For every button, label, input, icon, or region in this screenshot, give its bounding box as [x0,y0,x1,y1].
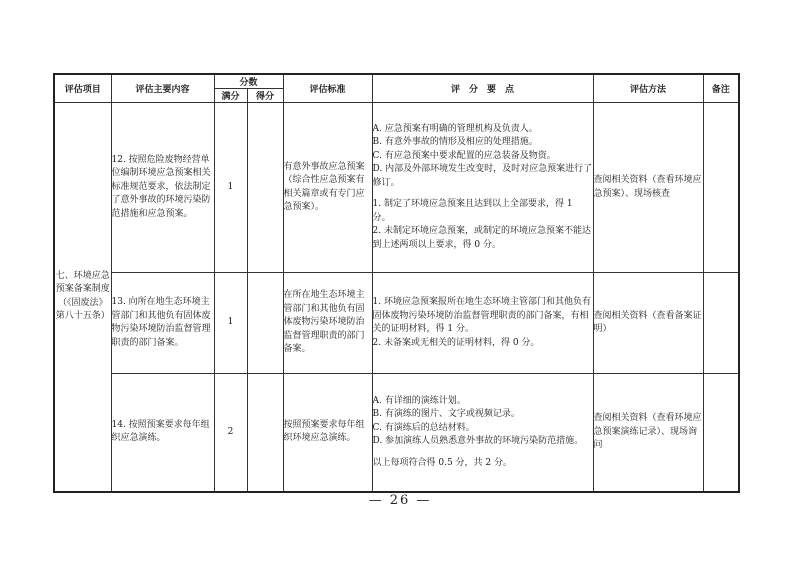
point-line: 1. 环境应急预案报所在地生态环境主管部门和其他负有固体废物污染环境防治监督管理职责的部门备案，有相关的证明材料，得 1 分。 [372,297,591,334]
point-line: 以上每项符合得 0.5 分，共 2 分。 [372,457,512,468]
got-score-cell [247,103,283,273]
points-cell [372,273,593,374]
header-points: 评 分 要 点 [372,74,593,103]
note-cell [703,273,739,374]
header-score: 分数 [214,74,283,89]
page-number: — 26 — [368,493,432,508]
standard-cell: 按照预案要求每年组织环境应急演练。 [283,374,372,492]
method-cell: 查阅相关资料（查看备案证明） [593,273,703,374]
evaluation-table [53,73,740,493]
content-cell: 13. 向所在地生态环境主管部门和其他负有固体废物污染环境防治监督管理职责的部门备案。 [111,273,214,374]
standard-cell: 有意外事故应急预案（综合性应急预案有相关篇章或有专门应急预案）。 [283,103,372,273]
point-line: 2. 未备案或无相关的证明材料，得 0 分。 [372,337,540,348]
header-content: 评估主要内容 [111,74,214,103]
table-row [54,374,739,492]
table-row [54,103,739,273]
point-line: D. 内部及外部环境发生改变时，及时对应急预案进行了修订。 [372,164,593,188]
section-label: 七、环境应急预案备案制度（《固废法》第八十五条） [54,103,111,492]
header-got-score: 得分 [247,89,283,103]
point-line: C. 有应急预案中要求配置的应急装备及物资。 [372,150,556,161]
header-full-score: 满分 [214,89,247,103]
note-cell [703,374,739,492]
method-cell: 查阅相关资料（查看环境应急预案演练记录）、现场询问 [593,374,703,492]
full-score-cell: 1 [214,103,247,273]
content-cell: 14. 按照预案要求每年组织应急演练。 [111,374,214,492]
got-score-cell [247,273,283,374]
point-line: 1. 制定了环境应急预案且达到以上全部要求，得 1 分。 [372,199,573,223]
standard-cell: 在所在地生态环境主管部门和其他负有固体废物污染环境防治监督管理职责的部门备案。 [283,273,372,374]
point-line: B. 有演练的图片、文字或视频记录。 [372,409,520,419]
header-row-1 [54,74,739,89]
table-row [54,273,739,374]
content-cell: 12. 按照危险废物经营单位编制环境应急预案相关标准规范要求，依法制定了意外事故的环境污染防范措施和应急预案。 [111,103,214,273]
full-score-cell: 2 [214,374,247,492]
points-cell [372,103,593,273]
header-note: 备注 [703,74,739,103]
note-cell [703,103,739,273]
got-score-cell [247,374,283,492]
point-line: C. 有演练后的总结材料。 [372,422,475,433]
points-cell [372,374,593,492]
header-method: 评估方法 [593,74,703,103]
full-score-cell: 1 [214,273,247,374]
point-line: A. 应急预案有明确的管理机构及负责人。 [372,123,538,134]
point-line: B. 有意外事故的情形及相应的处理措施。 [372,137,538,148]
method-cell: 查阅相关资料（查看环境应急预案）、现场核查 [593,103,703,273]
point-line: 2. 未制定环境应急预案，或制定的环境应急预案不能达到上述两项以上要求，得 0 分。 [372,226,591,250]
header-item: 评估项目 [54,74,111,103]
header-standard: 评估标准 [283,74,372,103]
point-line: D. 参加演练人员熟悉意外事故的环境污染防范措施。 [372,436,584,446]
point-line: A. 有详细的演练计划。 [372,395,466,406]
